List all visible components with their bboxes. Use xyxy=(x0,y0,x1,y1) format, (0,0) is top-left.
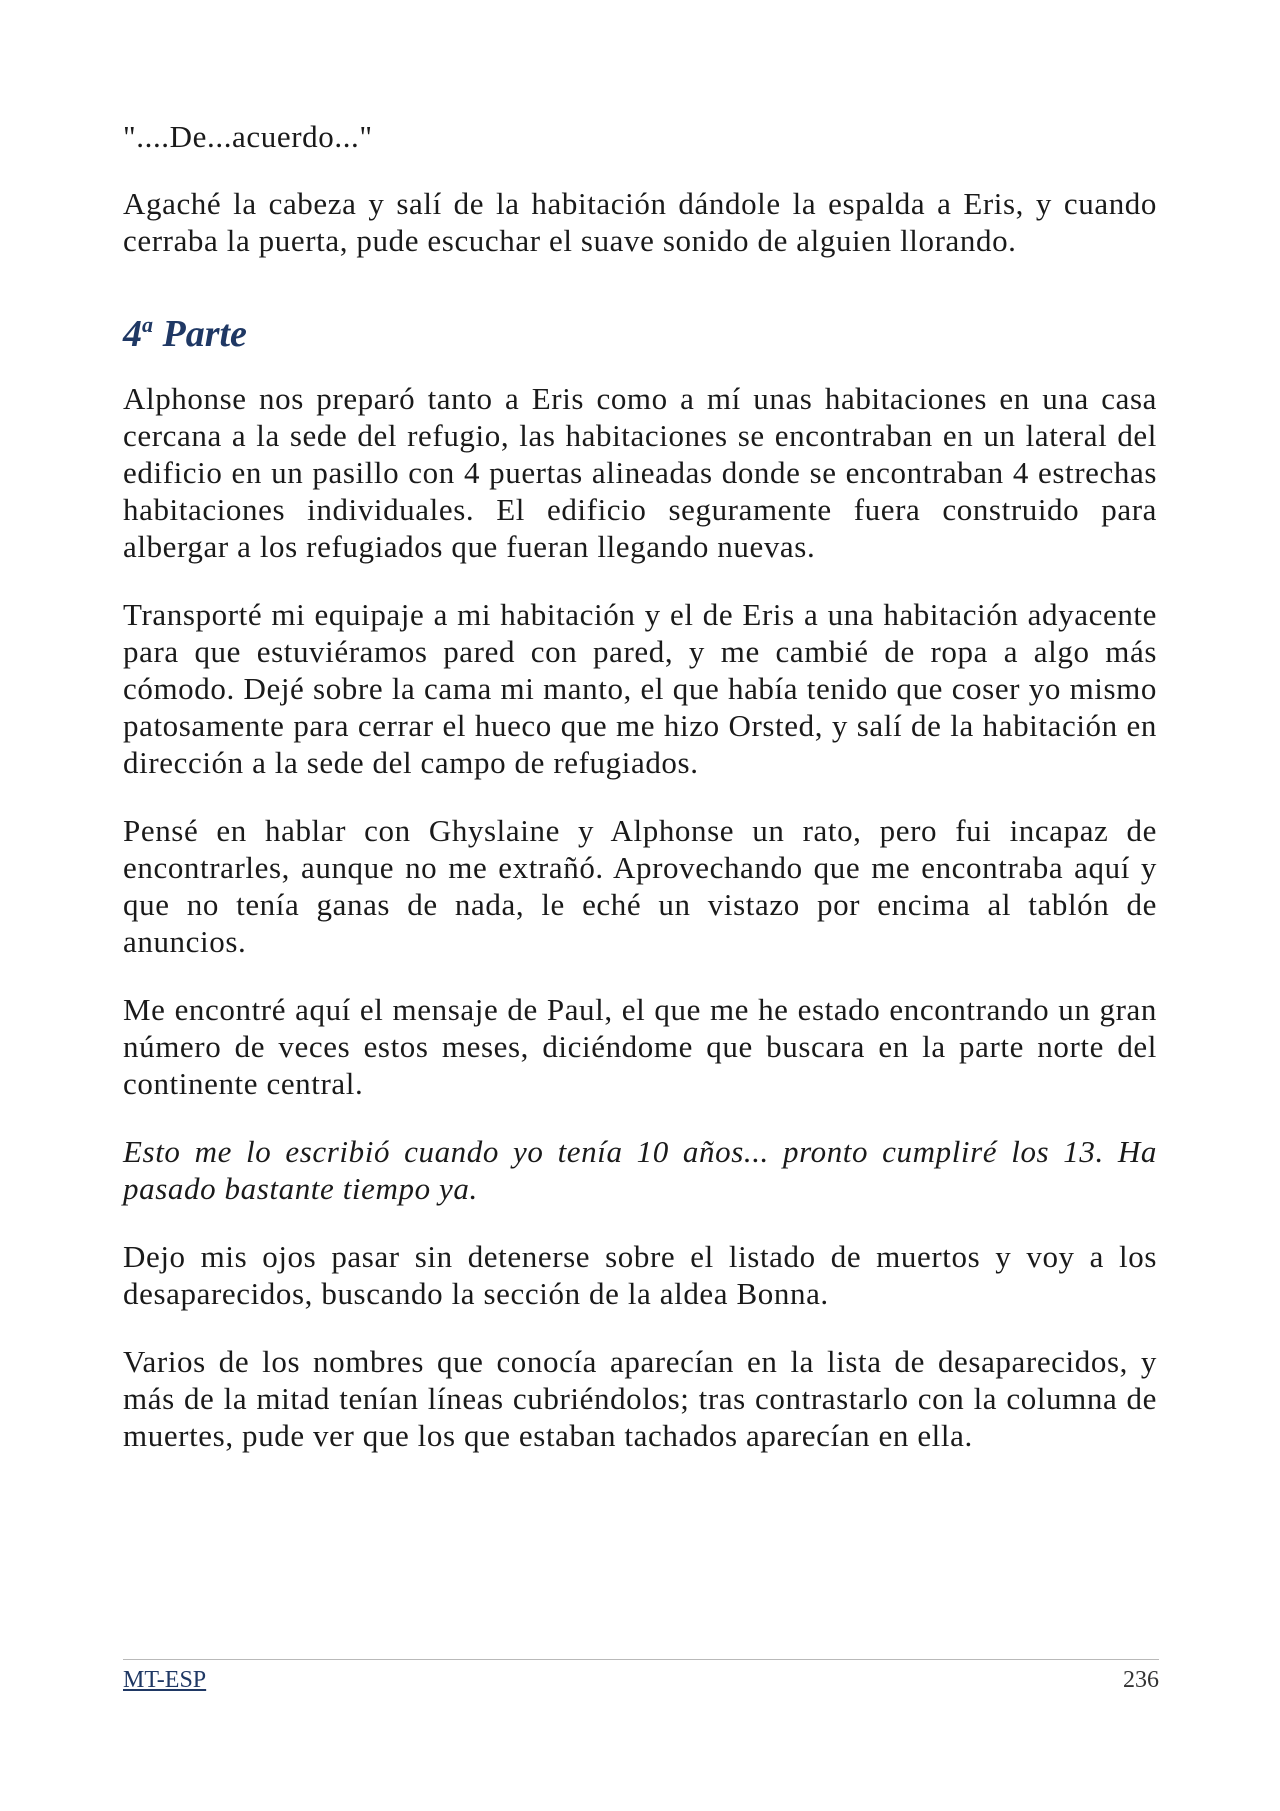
footer-link[interactable]: MT-ESP xyxy=(123,1667,207,1693)
body-paragraph: Me encontré aquí el mensaje de Paul, el que me he estado encontrando un gran número de veces estos meses, diciéndome que buscara en la parte norte del continente central. xyxy=(123,992,1157,1101)
section-number: 4 xyxy=(123,313,142,355)
page-footer xyxy=(123,1659,1159,1694)
body-paragraph: Agaché la cabeza y salí de la habitación dándole la espalda a Eris, y cuando cerraba la puerta, pude escuchar el suave sonido de alguien llorando. xyxy=(123,186,1157,258)
thought-paragraph: Esto me lo escribió cuando yo tenía 10 años... pronto cumpliré los 13. Ha pasado bastante tiempo ya. xyxy=(123,1134,1157,1206)
section-title: Parte xyxy=(162,313,247,355)
body-paragraph: Dejo mis ojos pasar sin detenerse sobre el listado de muertos y voy a los desaparecidos, buscando la sección de la aldea Bonna. xyxy=(123,1239,1157,1311)
dialogue-paragraph: "....De...acuerdo..." xyxy=(123,119,373,154)
body-paragraph: Alphonse nos preparó tanto a Eris como a mí unas habitaciones en una casa cercana a la sede del refugio, las habitaciones se encontraban en un lateral del edificio en un pasillo con 4 puertas alineadas donde se encontraban 4 estrechas habitaciones individuales. El edificio seguramente fuera construido para albergar a los refugiados que fueran llegando nuevas. xyxy=(123,381,1157,564)
page-content xyxy=(123,118,1157,1485)
page-number: 236 xyxy=(1123,1667,1159,1693)
body-paragraph: Varios de los nombres que conocía aparecían en la lista de desaparecidos, y más de la mitad tenían líneas cubriéndolos; tras contrastarlo con la columna de muertes, pude ver que los que estaban tachados aparecían en ella. xyxy=(123,1344,1157,1453)
body-paragraph: Transporté mi equipaje a mi habitación y el de Eris a una habitación adyacente para que estuviéramos pared con pared, y me cambié de ropa a algo más cómodo. Dejé sobre la cama mi manto, el que había tenido que coser yo mismo patosamente para cerrar el hueco que me hizo Orsted, y salí de la habitación en dirección a la sede del campo de refugiados. xyxy=(123,597,1157,780)
section-heading xyxy=(123,303,1157,356)
section-ordinal: a xyxy=(142,312,153,337)
body-paragraph: Pensé en hablar con Ghyslaine y Alphonse un rato, pero fui incapaz de encontrarles, aunque no me extrañó. Aprovechando que me encontraba aquí y que no tenía ganas de nada, le eché un vistazo por encima al tablón de anuncios. xyxy=(123,813,1157,959)
